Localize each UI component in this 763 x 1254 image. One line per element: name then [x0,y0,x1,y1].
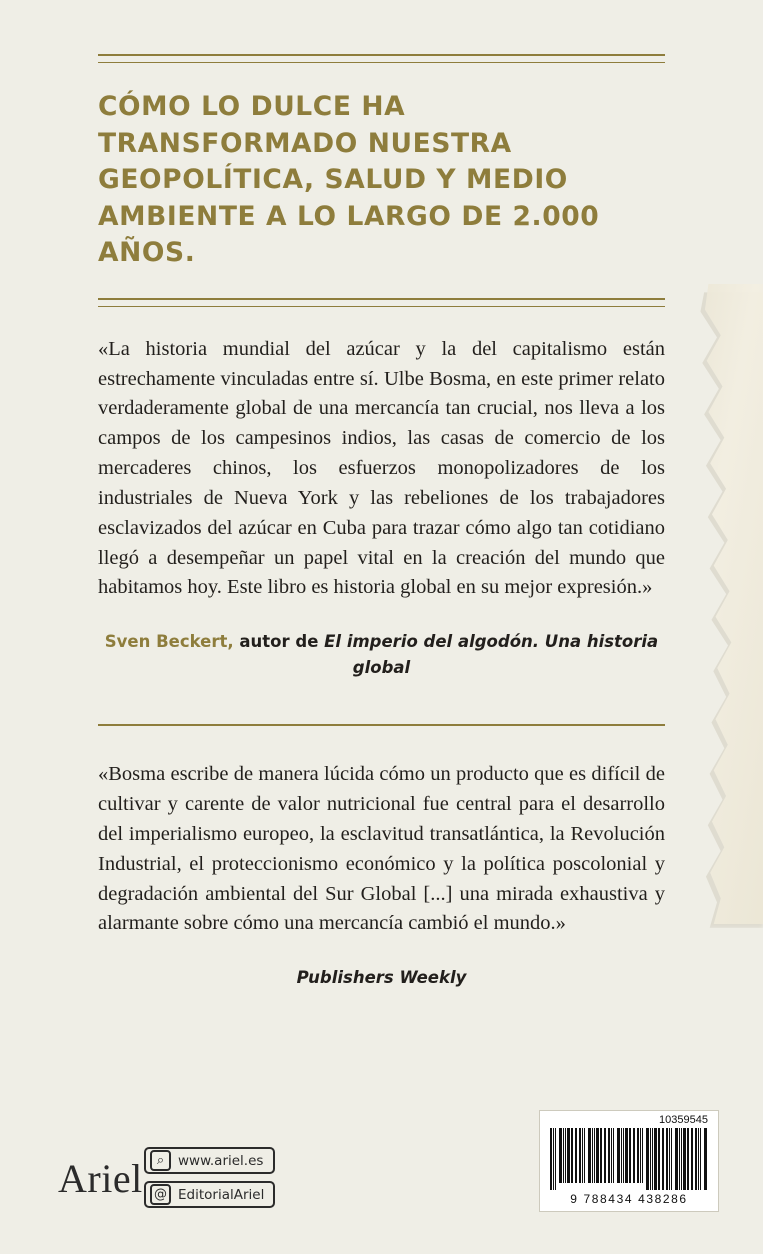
spacer [98,680,665,724]
divider-below-headline [98,298,665,307]
internal-code: 10359545 [659,1114,708,1126]
quote-author-work-1: El imperio del algodón. Una historia global [324,632,659,677]
quote-attribution-1 [98,629,665,680]
footer [0,1084,763,1254]
quote-attribution-2 [98,965,665,991]
website-label: www.ariel.es [178,1152,264,1169]
social-label: EditorialAriel [178,1186,265,1203]
at-sign-icon: @ [150,1184,171,1205]
back-cover-content [0,54,763,991]
publisher-logo: Ariel [58,1156,143,1201]
spacer [98,726,665,732]
website-badge[interactable] [144,1147,275,1174]
ean-number: 9 788434 438286 [570,1192,688,1206]
contact-badges [144,1147,275,1208]
quote-source-2: Publishers Weekly [296,968,467,988]
barcode-bars [550,1128,708,1190]
barcode [539,1110,719,1212]
quote-text-2: «Bosma escribe de manera lúcida cómo un producto que es difícil de cultivar y carente de valor nutricional fue central para el desarrollo del imperialismo europeo, la esclavitud transatlántica, la Revolución Industrial, el proteccionismo económico y la política poscolonial y degradación ambiental del Sur Global [...] una mirada exhaustiva y alarmante sobre cómo una mercancía cambió el mundo.» [98,763,665,935]
page-title: CÓMO LO DULCE HA TRANSFORMADO NUESTRA GEOPOLÍTICA, SALUD Y MEDIO AMBIENTE A LO LARGO DE 2.000 AÑOS. [98,91,600,269]
divider-top [98,54,665,63]
quote-text-1: «La historia mundial del azúcar y la del capitalismo están estrechamente vinculadas entre sí. Ulbe Bosma, en este primer relato verdaderamente global de una mercancía tan crucial, nos lleva a los campos de los campesinos indios, las casas de comercio de los mercaderes chinos, los esfuerzos monopolizadores de los industriales de Nueva York y las rebeliones de los trabajadores esclavizados del azúcar en Cuba para trazar cómo algo tan cotidiano llegó a desempeñar un papel vital en la creación del mundo que habitamos hoy. Este libro es historia global en su mejor expresión.» [98,337,665,599]
quote-author-1: Sven Beckert, [104,632,234,652]
quote-author-role-1: autor de [233,632,325,652]
search-icon: ⌕ [150,1150,171,1171]
social-badge[interactable] [144,1181,275,1208]
